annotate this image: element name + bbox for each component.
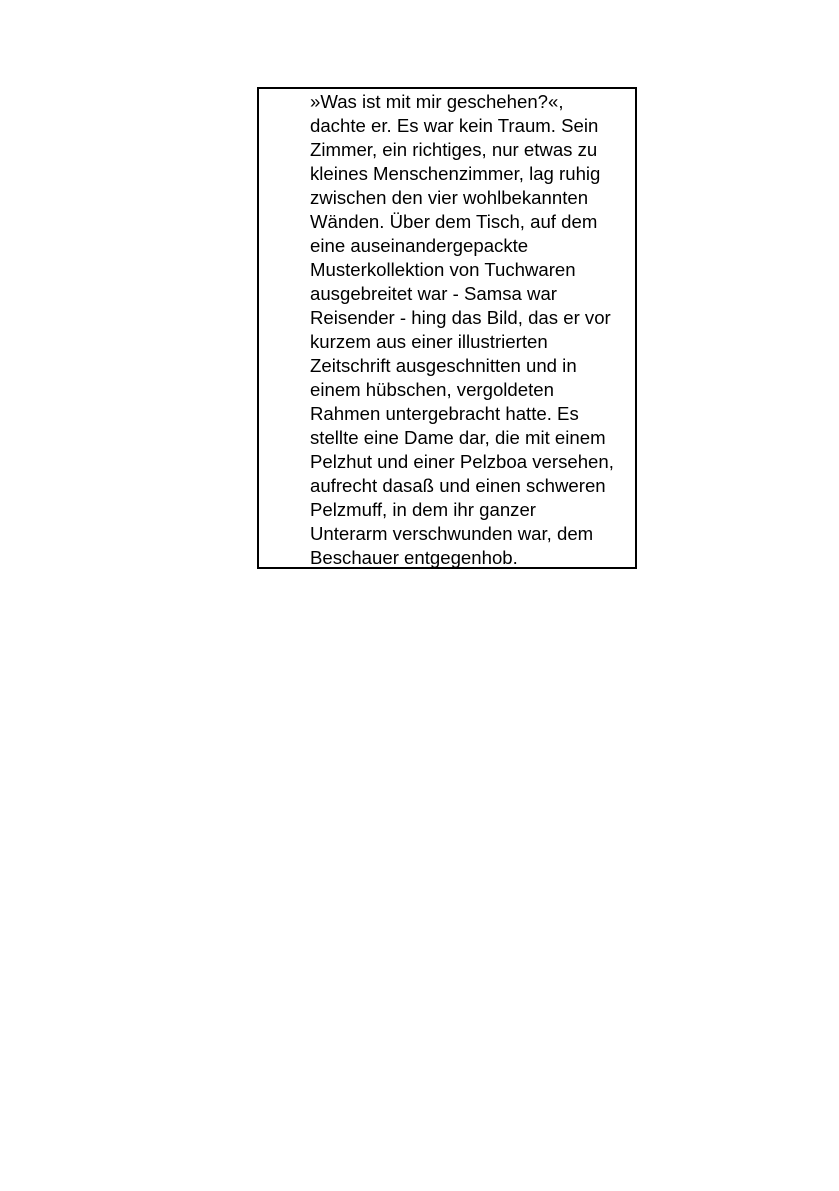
paragraph-line: dachte er. Es war kein Traum. Sein	[310, 115, 599, 136]
paragraph-line: Zimmer, ein richtiges, nur etwas zu	[310, 139, 598, 160]
paragraph	[310, 90, 614, 570]
paragraph-line: ausgebreitet war - Samsa war	[310, 283, 557, 304]
paragraph-line: Zeitschrift ausgeschnitten und in	[310, 355, 577, 376]
paragraph-line: Wänden. Über dem Tisch, auf dem	[310, 211, 598, 232]
paragraph-line: Unterarm verschwunden war, dem	[310, 523, 594, 544]
bordered-text-box	[257, 87, 637, 569]
paragraph-line: Reisender - hing das Bild, das er vor	[310, 307, 611, 328]
paragraph-line: Pelzhut und einer Pelzboa versehen,	[310, 451, 614, 472]
paragraph-line: »Was ist mit mir geschehen?«,	[310, 91, 564, 112]
paragraph-line: einem hübschen, vergoldeten	[310, 379, 554, 400]
paragraph-line: aufrecht dasaß und einen schweren	[310, 475, 606, 496]
paragraph-line: stellte eine Dame dar, die mit einem	[310, 427, 606, 448]
paragraph-line: Musterkollektion von Tuchwaren	[310, 259, 576, 280]
paragraph-line: zwischen den vier wohlbekannten	[310, 187, 589, 208]
paragraph-line: Pelzmuff, in dem ihr ganzer	[310, 499, 536, 520]
paragraph-line: kleines Menschenzimmer, lag ruhig	[310, 163, 601, 184]
paragraph-line: kurzem aus einer illustrierten	[310, 331, 548, 352]
paragraph-line: eine auseinandergepackte	[310, 235, 529, 256]
paragraph-line: Rahmen untergebracht hatte. Es	[310, 403, 579, 424]
paragraph-line: Beschauer entgegenhob.	[310, 547, 518, 568]
